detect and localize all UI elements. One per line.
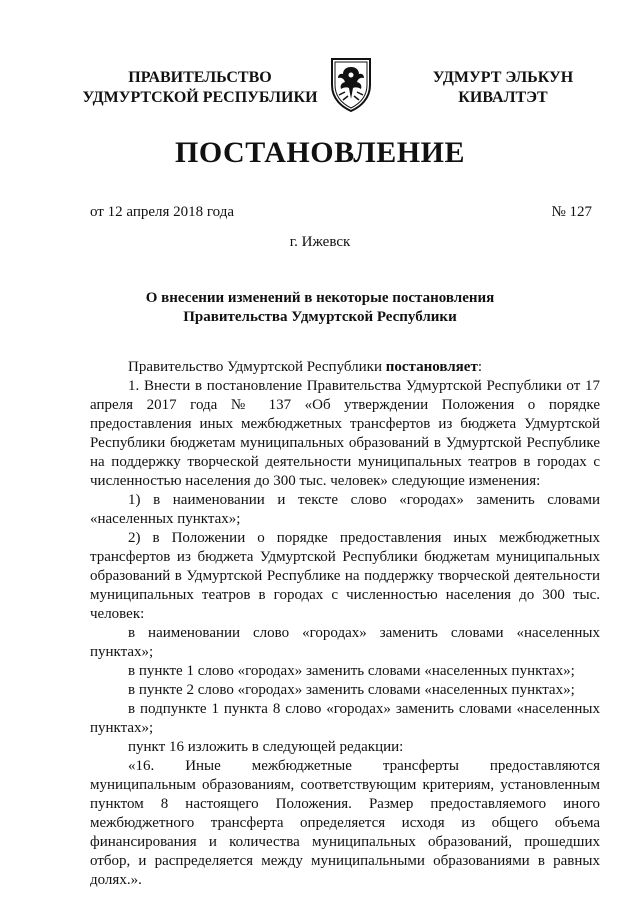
body-paragraph: «16. Иные межбюджетные трансферты предоставляются муниципальным образованиям, соответствующим критериям, установленным пунктом 8 настоящего Положения. Размер предоставляемого иного межбюджетного трансферта определяется исходя из общего объема финансирования и количества муниципальных образований, прошедших отбор, и распределяется между муниципальными образованиями в равных долях.».	[90, 758, 600, 888]
body-paragraph: в пункте 1 слово «городах» заменить словами «населенных пунктах»;	[128, 663, 575, 679]
body-paragraph: в подпункте 1 пункта 8 слово «городах» заменить словами «населенных пунктах»;	[90, 701, 600, 736]
document-city: г. Ижевск	[289, 234, 351, 250]
intro-text: Правительство Удмуртской Республики	[128, 359, 386, 375]
document-title: ПОСТАНОВЛЕНИЕ	[175, 136, 465, 169]
header-right-line1: УДМУРТ ЭЛЬКУН	[432, 69, 574, 86]
subject-line2: Правительства Удмуртской Республики	[183, 309, 457, 325]
document-number: № 127	[551, 204, 592, 220]
intro-colon: :	[477, 359, 482, 375]
header-left-line1: ПРАВИТЕЛЬСТВО	[128, 69, 272, 86]
body-paragraph: пункт 16 изложить в следующей редакции:	[128, 739, 404, 755]
intro-verb: постановляет	[385, 359, 478, 375]
header-right-line2: КИВАЛТЭТ	[458, 89, 548, 106]
header-left	[80, 68, 320, 108]
body-paragraph: 1. Внести в постановление Правительства Удмуртской Республики от 17 апреля 2017 года № 137 «Об утверждении Положения о порядке предоставления иных межбюджетных трансфертов из бюджета Удмуртской Республики бюджетам муниципальных образований в Удмуртской Республике на поддержку творческой деятельности муниципальных театров в городах с численностью населения до 300 тыс. человек» следующие изменения:	[90, 378, 600, 489]
document-body	[90, 358, 600, 890]
body-paragraph: в пункте 2 слово «городах» заменить словами «населенных пунктах»;	[128, 682, 575, 698]
body-paragraph: 1) в наименовании и тексте слово «городах» заменить словами «населенных пунктах»;	[90, 492, 600, 527]
document-date: от 12 апреля 2018 года	[90, 204, 235, 220]
document-subject	[90, 289, 550, 327]
body-intro	[90, 358, 600, 377]
coat-of-arms-icon	[329, 55, 373, 113]
header-right	[418, 68, 588, 108]
header-left-line2: УДМУРТСКОЙ РЕСПУБЛИКИ	[82, 89, 318, 106]
body-paragraph: 2) в Положении о порядке предоставления иных межбюджетных трансфертов из бюджета Удмуртской Республики бюджетам муниципальных образований в Удмуртской Республике на поддержку творческой деятельности муниципальных театров в городах с численностью населения до 300 тыс. человек:	[90, 530, 600, 622]
body-paragraph: в наименовании слово «городах» заменить словами «населенных пунктах»;	[90, 625, 600, 660]
subject-line1: О внесении изменений в некоторые постановления	[145, 290, 495, 306]
